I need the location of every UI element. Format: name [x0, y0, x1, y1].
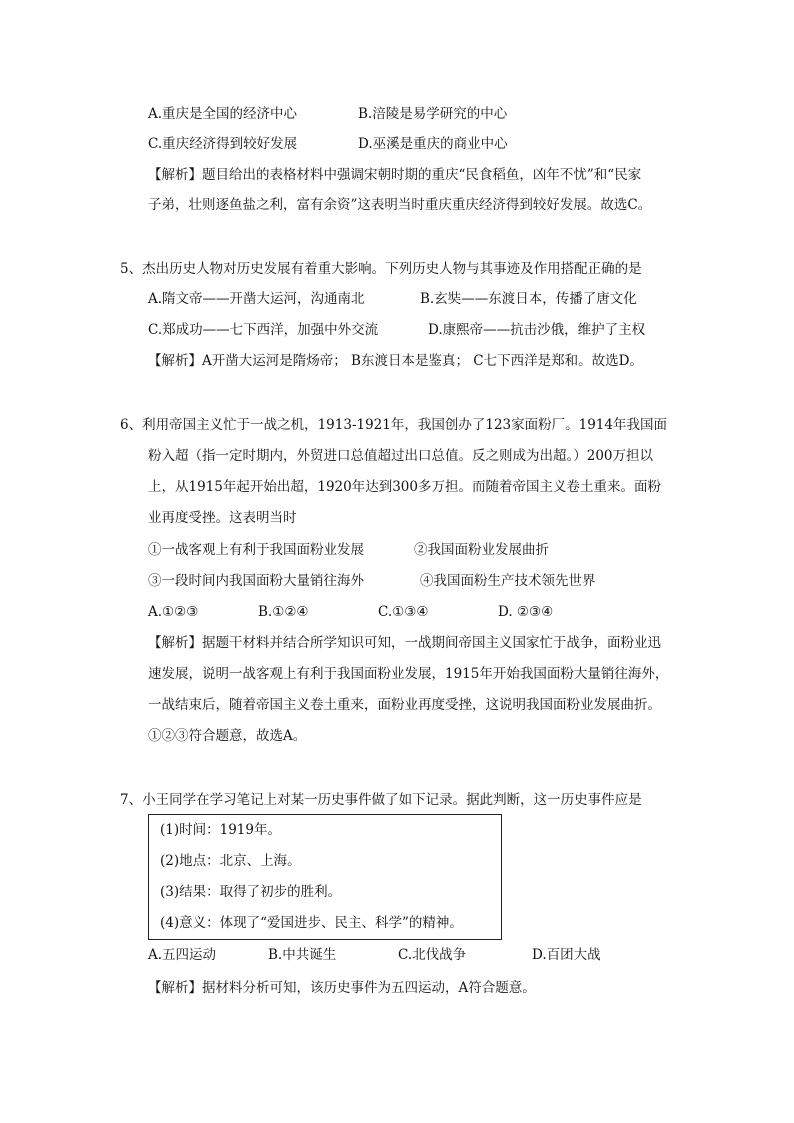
q6-option-a: A.①②③	[148, 604, 199, 620]
q6-option-d: D. ②③④	[498, 604, 554, 620]
q5-analysis: 【解析】A开凿大运河是隋炀帝； B东渡日本是鉴真； C七下西洋是郑和。故选D。	[148, 353, 643, 369]
q6-statement-2: ②我国面粉业发展曲折	[414, 542, 549, 558]
q6-statement-3: ③一段时间内我国面粉大量销往海外	[148, 573, 364, 589]
q4-analysis-line-1: 【解析】题目给出的表格材料中强调宋朝时期的重庆“民食稻鱼，凶年不忧”和“民家	[148, 167, 642, 183]
q6-statement-4: ④我国面粉生产技术领先世界	[420, 573, 596, 589]
q4-option-b: B.涪陵是易学研究的中心	[358, 106, 508, 122]
q4-option-a: A.重庆是全国的经济中心	[148, 106, 298, 122]
q7-note-2: (2)地点：北京、上海。	[160, 853, 301, 869]
q6-analysis-line-4: ①②③符合题意，故选A。	[148, 728, 307, 744]
q6-stem-line-1: 6、利用帝国主义忙于一战之机，1913-1921年，我国创办了123家面粉厂。1914年我国面	[120, 417, 667, 433]
q6-analysis-line-2: 速发展，说明一战客观上有利于我国面粉业发展，1915年开始我国面粉大量销往海外，	[148, 666, 669, 682]
q6-option-b: B.①②④	[258, 604, 309, 620]
q6-stem-line-4: 业再度受挫。这表明当时	[148, 510, 297, 526]
q5-option-c: C.郑成功——七下西洋，加强中外交流	[148, 322, 379, 338]
q4-option-c: C.重庆经济得到较好发展	[148, 136, 298, 152]
q7-analysis: 【解析】据材料分析可知，该历史事件为五四运动，A符合题意。	[148, 980, 536, 996]
q7-note-3: (3)结果：取得了初步的胜利。	[160, 884, 342, 900]
q6-analysis-line-1: 【解析】据题干材料并结合所学知识可知，一战期间帝国主义国家忙于战争，面粉业迅	[148, 635, 661, 651]
q4-analysis-line-2: 子弟，壮则逐鱼盐之利，富有余资”这表明当时重庆重庆经济得到较好发展。故选C。	[148, 197, 652, 213]
q5-stem: 5、杰出历史人物对历史发展有着重大影响。下列历史人物与其事迹及作用搭配正确的是	[120, 261, 642, 277]
q4-option-d: D.巫溪是重庆的商业中心	[358, 136, 508, 152]
q7-option-d: D.百团大战	[532, 947, 601, 963]
q6-option-c: C.①③④	[378, 604, 429, 620]
q5-option-b: B.玄奘——东渡日本，传播了唐文化	[420, 291, 637, 307]
q7-note-4: (4)意义：体现了“爱国进步、民主、科学”的精神。	[160, 915, 463, 931]
q6-analysis-line-3: 一战结束后，随着帝国主义卷土重来，面粉业再度受挫，这说明我国面粉业发展曲折。	[148, 697, 661, 713]
q7-option-c: C.北伐战争	[398, 947, 467, 963]
q7-option-b: B.中共诞生	[268, 947, 337, 963]
q7-stem: 7、小王同学在学习笔记上对某一历史事件做了如下记录。据此判断，这一历史事件应是	[120, 792, 642, 808]
q6-stem-line-2: 粉入超（指一定时期内，外贸进口总值超过出口总值。反之则成为出超。）200万担以	[148, 448, 654, 464]
q5-option-d: D.康熙帝——抗击沙俄，维护了主权	[428, 322, 646, 338]
q5-option-a: A.隋文帝——开凿大运河，沟通南北	[148, 291, 365, 307]
q7-note-1: (1)时间：1919年。	[160, 822, 281, 838]
q7-option-a: A.五四运动	[148, 947, 217, 963]
q6-statement-1: ①一战客观上有利于我国面粉业发展	[148, 542, 364, 558]
q6-stem-line-3: 上，从1915年起开始出超，1920年达到300多万担。而随着帝国主义卷土重来。面粉	[148, 479, 661, 495]
